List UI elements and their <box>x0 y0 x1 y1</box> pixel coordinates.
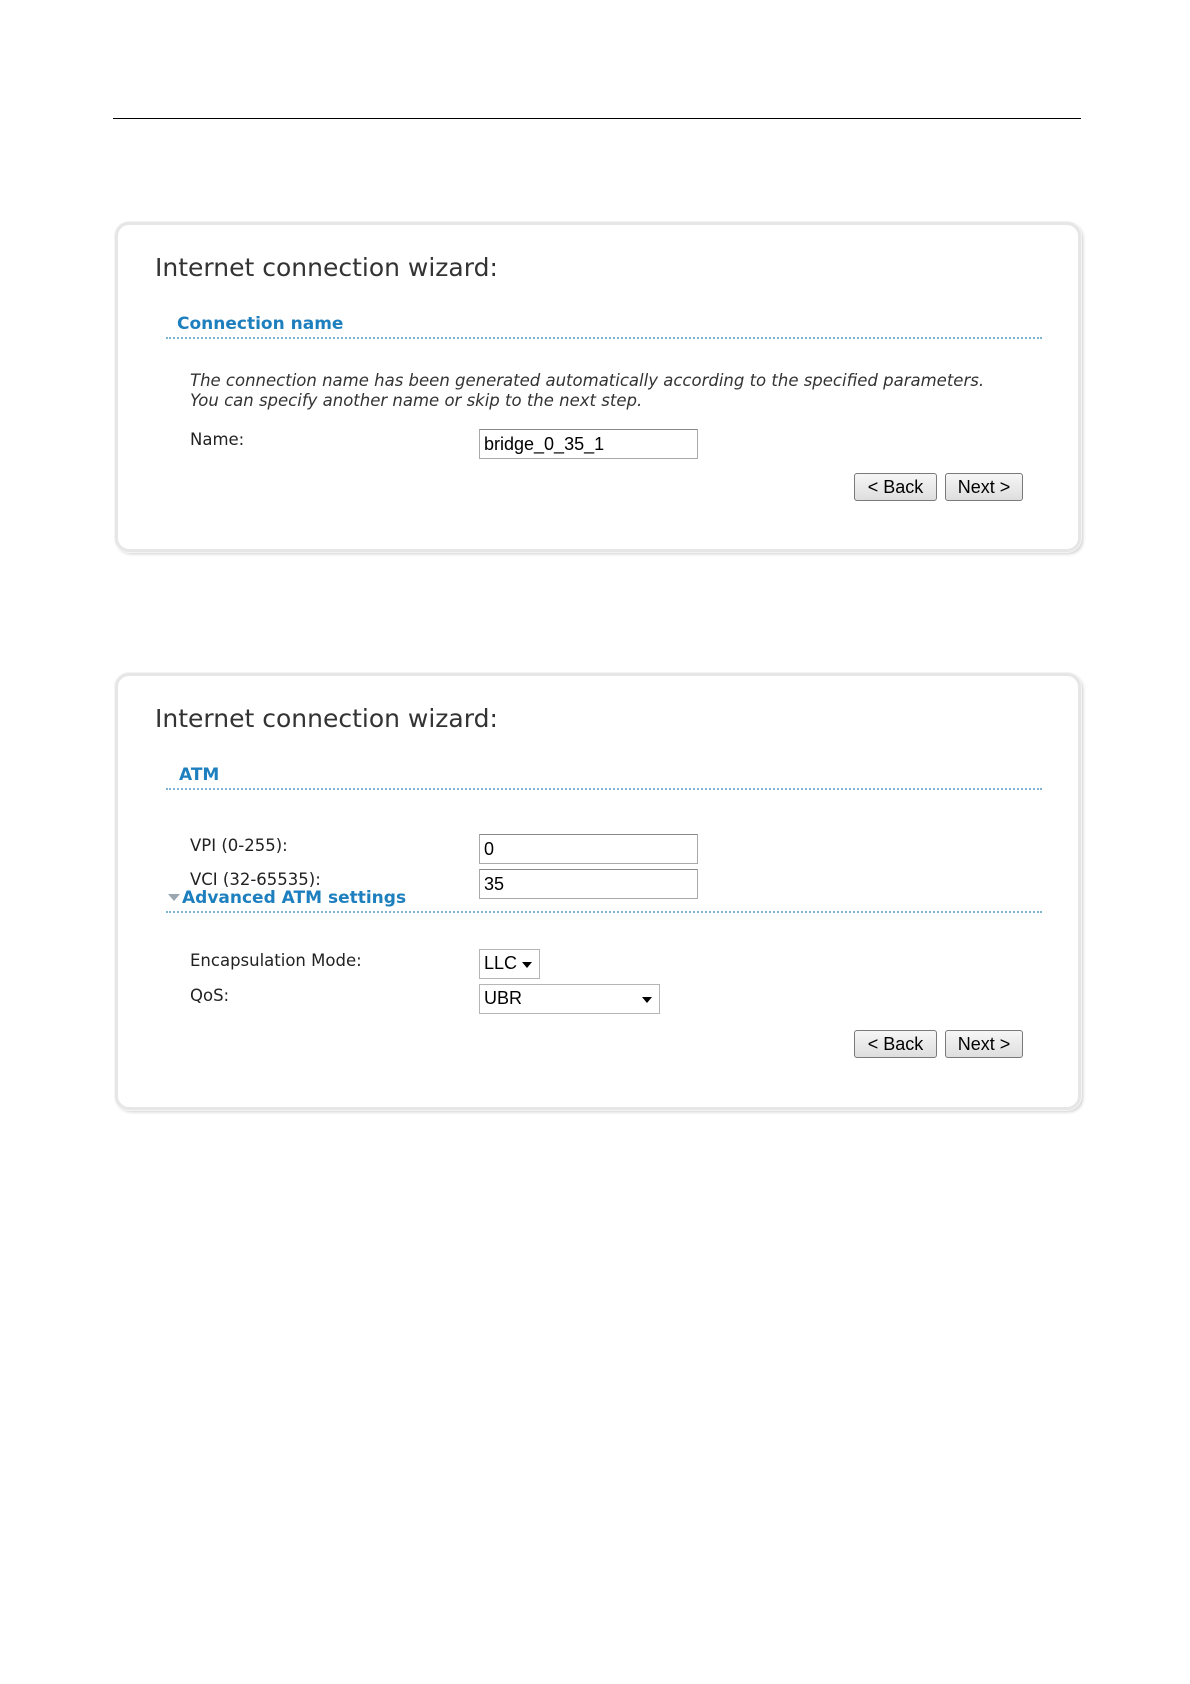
wizard-panel-atm <box>115 673 1081 1110</box>
selected-value: LLC <box>484 953 518 973</box>
encapsulation-mode-select[interactable] <box>479 949 540 979</box>
section-label[interactable]: Advanced ATM settings <box>182 888 407 908</box>
next-button[interactable]: Next > <box>945 473 1023 501</box>
section-header-advanced-atm[interactable] <box>166 885 1042 913</box>
vpi-input[interactable] <box>479 834 698 864</box>
vpi-label: VPI (0-255): <box>190 836 288 855</box>
vci-label: VCI (32-65535): <box>190 870 321 889</box>
qos-label: QoS: <box>190 986 230 1005</box>
chevron-down-icon <box>522 962 532 968</box>
back-button[interactable]: < Back <box>854 473 937 501</box>
next-button[interactable]: Next > <box>945 1030 1023 1058</box>
section-label: ATM <box>179 765 220 785</box>
description-text: The connection name has been generated automatically according to the specified parameters. You can specify another name or skip to the next step. <box>190 371 985 410</box>
panel-title: Internet connection wizard: <box>155 704 498 733</box>
selected-value: UBR <box>484 988 523 1008</box>
back-button[interactable]: < Back <box>854 1030 937 1058</box>
section-label: Connection name <box>177 314 344 334</box>
wizard-panel-connection-name <box>115 222 1081 552</box>
qos-select[interactable] <box>479 984 660 1014</box>
encapsulation-mode-label: Encapsulation Mode: <box>190 951 362 970</box>
collapse-triangle-icon[interactable] <box>168 894 180 901</box>
chevron-down-icon <box>642 997 652 1003</box>
name-input[interactable] <box>479 429 698 459</box>
name-label: Name: <box>190 430 245 449</box>
panel-title: Internet connection wizard: <box>155 253 498 282</box>
section-header-connection-name <box>166 311 1042 339</box>
section-header-atm <box>166 762 1042 790</box>
page-header-rule <box>113 118 1081 119</box>
